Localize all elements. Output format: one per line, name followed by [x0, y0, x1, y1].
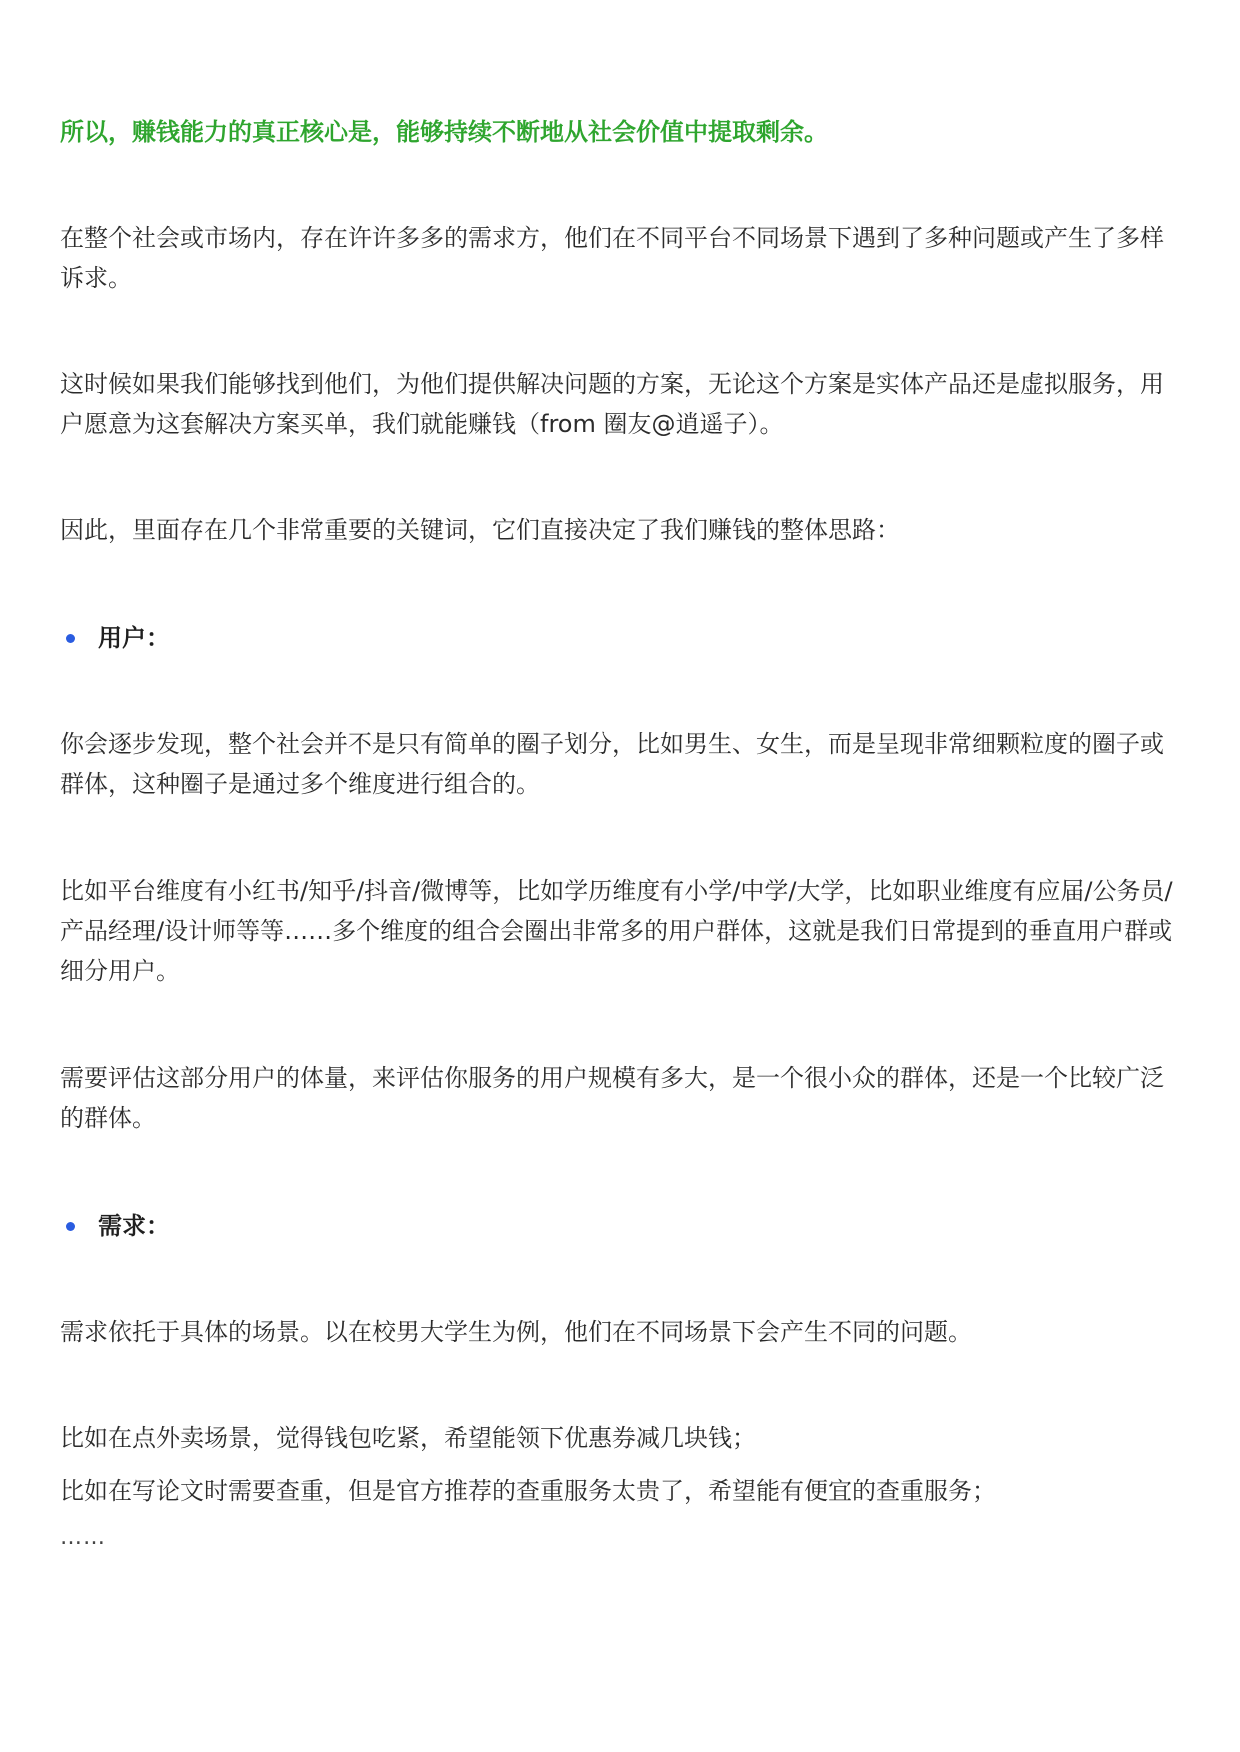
- bullet-demand-label: 需求：: [98, 1212, 170, 1240]
- paragraph-keywords: 因此，里面存在几个非常重要的关键词，它们直接决定了我们赚钱的整体思路：: [60, 516, 900, 544]
- paragraph-user-volume: 需要评估这部分用户的体量，来评估你服务的用户规模有多大，是一个很小众的群体，还是一个比较广泛的群体。: [60, 1064, 1164, 1132]
- paragraph-user-circles: 你会逐步发现，整个社会并不是只有简单的圈子划分，比如男生、女生，而是呈现非常细颗粒度的圈子或群体，这种圈子是通过多个维度进行组合的。: [60, 730, 1164, 798]
- ellipsis: ……: [60, 1525, 106, 1550]
- bullet-dot-icon: [66, 1222, 75, 1231]
- paragraph-solution: 这时候如果我们能够找到他们，为他们提供解决问题的方案，无论这个方案是实体产品还是虚拟服务，用户愿意为这套解决方案买单，我们就能赚钱（from 圈友@逍遥子）。: [60, 370, 1164, 438]
- bullet-user: [60, 618, 1223, 658]
- highlight-sentence: 所以，赚钱能力的真正核心是，能够持续不断地从社会价值中提取剩余。: [60, 118, 828, 146]
- bullet-demand: [60, 1206, 1223, 1246]
- bullet-dot-icon: [66, 634, 75, 643]
- paragraph-user-dimensions: 比如平台维度有小红书/知乎/抖音/微博等，比如学历维度有小学/中学/大学，比如职业维度有应届/公务员/产品经理/设计师等等……多个维度的组合会圈出非常多的用户群体，这就是我们日常提到的垂直用户群或细分用户。: [60, 877, 1173, 985]
- bullet-user-label: 用户：: [98, 624, 170, 652]
- paragraph-demand-side: 在整个社会或市场内，存在许许多多的需求方，他们在不同平台不同场景下遇到了多种问题或产生了多样诉求。: [60, 224, 1164, 292]
- paragraph-example-thesis: 比如在写论文时需要查重，但是官方推荐的查重服务太贵了，希望能有便宜的查重服务；: [60, 1477, 996, 1505]
- paragraph-demand-scenario: 需求依托于具体的场景。以在校男大学生为例，他们在不同场景下会产生不同的问题。: [60, 1318, 972, 1346]
- paragraph-example-takeout: 比如在点外卖场景，觉得钱包吃紧，希望能领下优惠券减几块钱；: [60, 1424, 756, 1452]
